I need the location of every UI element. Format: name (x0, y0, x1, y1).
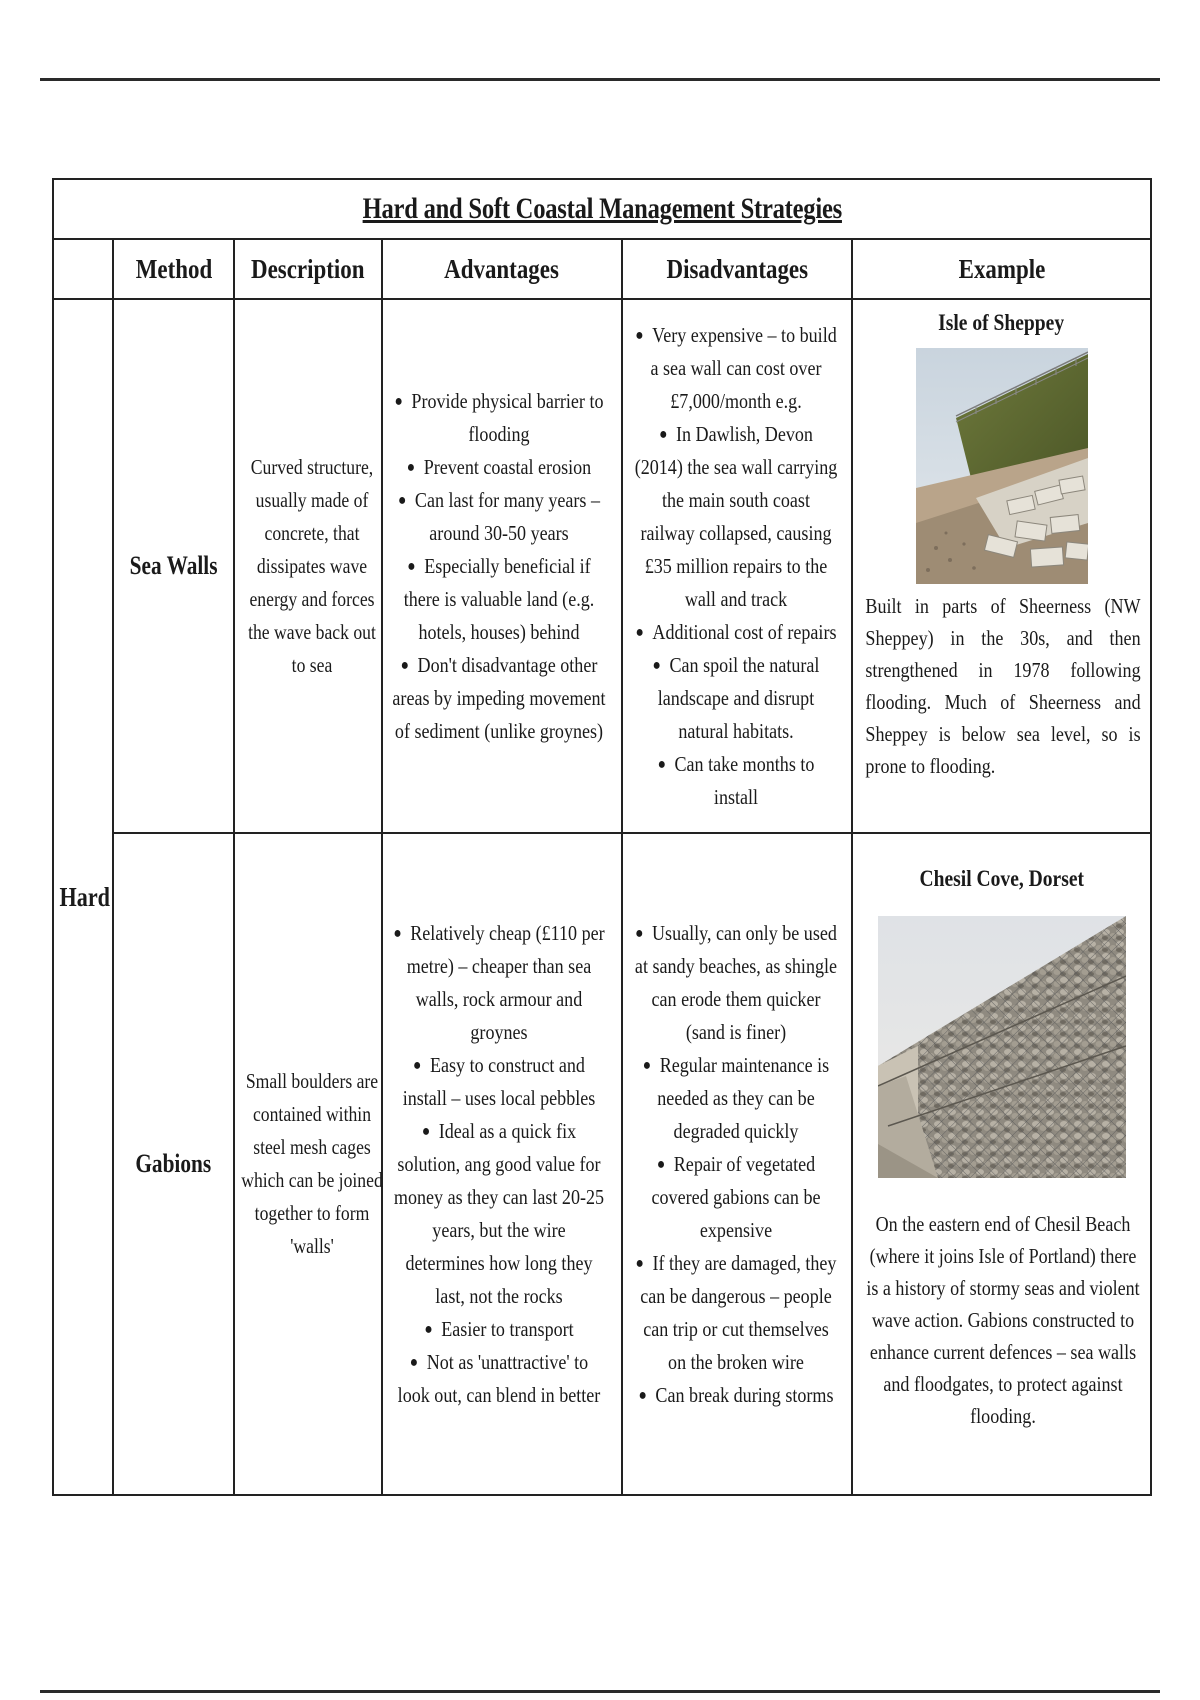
example-cell (852, 299, 1151, 833)
category-cell (53, 299, 113, 1495)
header-advantages: Advantages (382, 239, 622, 299)
list-item: ● Don't disadvantage other areas by impeding movement of sediment (unlike groynes) (392, 652, 606, 743)
header-row (53, 239, 1151, 299)
example-title: Isle of Sheppey (938, 310, 1065, 335)
list-item: ● Repair of vegetated covered gabions can be expensive (651, 1151, 821, 1242)
list-item: ● Especially beneficial if there is valuable land (e.g. hotels, houses) behind (403, 553, 595, 644)
list-item: ● Regular maintenance is needed as they can be degraded quickly (642, 1052, 830, 1143)
example-text: On the eastern end of Chesil Beach (where it joins Isle of Portland) there is a history of stormy seas and violent wave action. Gabions constructed to enhance current defences – sea walls and floodgates, to protect against flooding. (866, 1212, 1140, 1428)
disadvantages-cell (622, 833, 852, 1495)
sea-wall-photo (916, 348, 1088, 584)
header-example: Example (852, 239, 1151, 299)
description-text: Small boulders are contained within steel mesh cages which can be joined together to form 'walls' (241, 1069, 383, 1258)
method-cell (113, 833, 234, 1495)
description-cell (234, 833, 382, 1495)
method-label: Sea Walls (129, 551, 218, 580)
disadvantages-list (629, 917, 844, 1412)
gabion-photo (878, 916, 1126, 1178)
method-cell (113, 299, 234, 833)
bottom-rule (40, 1690, 1160, 1693)
example-title: Chesil Cove, Dorset (919, 866, 1084, 891)
disadvantages-cell (622, 299, 852, 833)
list-item: ● Not as 'unattractive' to look out, can blend in better (397, 1349, 601, 1407)
list-item: ● Usually, can only be used at sandy beaches, as shingle can erode them quicker (sand is finer) (634, 920, 838, 1044)
list-item: ● Easy to construct and install – uses local pebbles (402, 1052, 596, 1110)
advantages-list (387, 917, 611, 1412)
header-blank (53, 239, 113, 299)
category-label: Hard (59, 881, 110, 912)
list-item: ● If they are damaged, they can be dangerous – people can trip or cut themselves on the broken wire (635, 1250, 837, 1374)
table-title-cell (53, 179, 1151, 239)
example-text: Built in parts of Sheerness (NW Sheppey) in the 30s, and then strengthened in 1978 following flooding. Much of Sheerness and Sheppey is below sea level, so is prone to flooding. (865, 594, 1141, 778)
header-disadvantages: Disadvantages (622, 239, 852, 299)
table-row (53, 299, 1151, 833)
top-rule (40, 78, 1160, 81)
table-title: Hard and Soft Coastal Management Strategies (362, 192, 842, 225)
description-cell (234, 299, 382, 833)
list-item: ● Can take months to install (657, 751, 815, 809)
list-item: ● Relatively cheap (£110 per metre) – cheaper than sea walls, rock armour and groynes (393, 920, 605, 1044)
table-row (53, 833, 1151, 1495)
advantages-cell (382, 299, 622, 833)
method-label: Gabions (135, 1149, 212, 1178)
list-item: ● Prevent coastal erosion (406, 454, 592, 479)
list-item: ● Can spoil the natural landscape and disrupt natural habitats. (652, 652, 820, 743)
advantages-cell (382, 833, 622, 1495)
list-item: ● Additional cost of repairs (635, 619, 837, 644)
list-item: ● Can break during storms (638, 1382, 834, 1407)
advantages-list (387, 385, 611, 748)
description-text: Curved structure, usually made of concrete, that dissipates wave energy and forces the wave back out to sea (248, 454, 376, 677)
list-item: ● Provide physical barrier to flooding (394, 388, 604, 446)
list-item: ● Easier to transport (424, 1316, 574, 1341)
example-cell (852, 833, 1151, 1495)
list-item: ● Can last for many years – around 30-50 years (398, 487, 600, 545)
list-item: ● In Dawlish, Devon (2014) the sea wall carrying the main south coast railway collapsed, causing £35 million repairs to the wall and track (634, 421, 838, 611)
header-method: Method (113, 239, 234, 299)
list-item: ● Very expensive – to build a sea wall can cost over £7,000/month e.g. (635, 322, 837, 413)
disadvantages-list (629, 319, 844, 814)
header-description: Description (234, 239, 382, 299)
coastal-strategies-table (52, 178, 1152, 1496)
list-item: ● Ideal as a quick fix solution, ang good value for money as they can last 20-25 years, but the wire determines how long they last, not the rocks (393, 1118, 605, 1308)
